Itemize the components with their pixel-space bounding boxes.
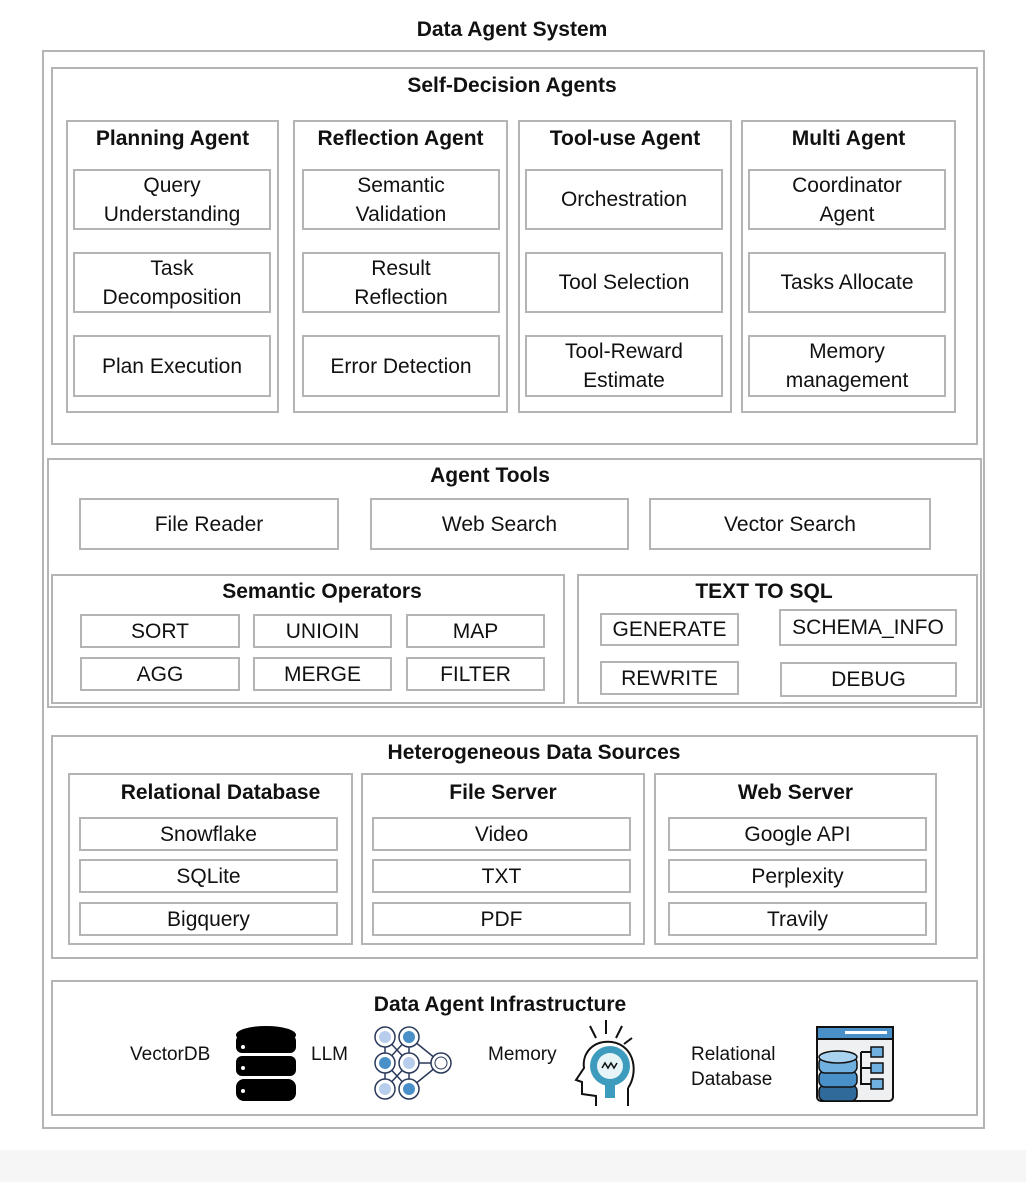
section-title: Data Agent Infrastructure [373,993,627,1016]
component-label: LLM [311,1044,348,1065]
section-title: Self-Decision Agents [407,74,617,97]
agent-capability: Memory management [748,335,946,397]
agent-capability: Tool-Reward Estimate [525,335,723,397]
component-label: Relational Database [691,1044,776,1090]
source-item: Snowflake [79,817,338,851]
sql-op-box: DEBUG [780,662,957,697]
group-heading: Web Server [737,781,854,804]
source-item: Bigquery [79,902,338,936]
source-item: Perplexity [668,859,927,893]
group-heading: TEXT TO SQL [695,580,833,603]
head-lightbulb-icon [570,1018,640,1108]
operator-box: MAP [406,614,545,648]
source-item: Video [372,817,631,851]
sql-op-box: GENERATE [600,613,739,646]
sql-op-box: SCHEMA_INFO [779,609,957,646]
agent-heading: Planning Agent [95,127,250,150]
source-item: Google API [668,817,927,851]
agent-capability: Orchestration [525,169,723,230]
section-title: Agent Tools [430,464,550,487]
group-heading: Relational Database [120,781,321,804]
agent-heading: Tool-use Agent [549,127,701,150]
source-item: SQLite [79,859,338,893]
source-item: Travily [668,902,927,936]
group-heading: Semantic Operators [222,580,422,603]
component-label: Memory [488,1044,557,1065]
agent-capability: Task Decomposition [73,252,271,313]
sql-op-box: REWRITE [600,661,739,695]
component-label: VectorDB [130,1044,211,1065]
relational-database-icon [815,1025,897,1105]
agent-capability: Error Detection [302,335,500,397]
database-stack-icon [234,1025,298,1105]
agent-capability: Semantic Validation [302,169,500,230]
neural-network-icon [373,1025,457,1105]
agent-capability: Tool Selection [525,252,723,313]
source-item: TXT [372,859,631,893]
tool-box: Vector Search [649,498,931,550]
agent-capability: Result Reflection [302,252,500,313]
agent-heading: Multi Agent [791,127,906,150]
agent-heading: Reflection Agent [317,127,484,150]
agent-capability: Plan Execution [73,335,271,397]
operator-box: FILTER [406,657,545,691]
group-heading: File Server [449,781,557,804]
agent-capability: Query Understanding [73,169,271,230]
operator-box: SORT [80,614,240,648]
tool-box: File Reader [79,498,339,550]
section-title: Heterogeneous Data Sources [387,741,681,764]
operator-box: AGG [80,657,240,691]
diagram-title: Data Agent System [416,18,608,41]
operator-box: MERGE [253,657,392,691]
agent-capability: Tasks Allocate [748,252,946,313]
operator-box: UNIOIN [253,614,392,648]
agent-capability: Coordinator Agent [748,169,946,230]
tool-box: Web Search [370,498,629,550]
source-item: PDF [372,902,631,936]
